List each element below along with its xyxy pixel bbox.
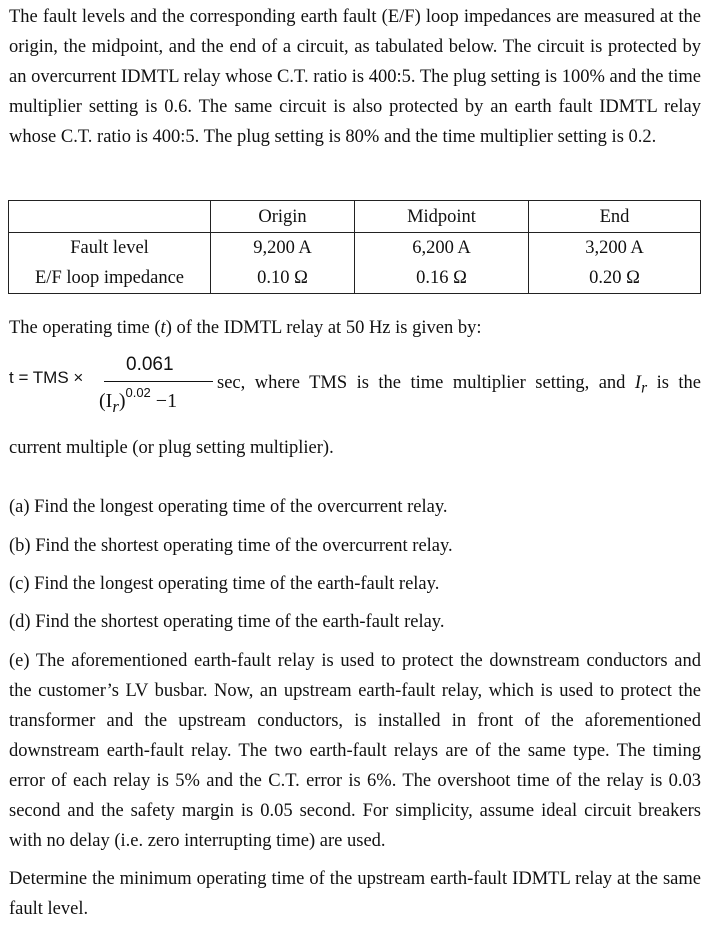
table-cell: 9,200 A [211,233,355,264]
final-question: Determine the minimum operating time of the upstream earth-fault IDMTL relay at the same fault level. [9,869,701,919]
question-a: (a) Find the longest operating time of the overcurrent relay. [9,497,448,517]
table-cell: 0.16 Ω [355,263,529,294]
formula-intro: The operating time (t) of the IDMTL relay at 50 Hz is given by: [9,318,482,338]
formula-continuation: current multiple (or plug setting multiplier). [9,438,334,458]
formula-description: sec, where TMS is the time multiplier setting, and $I_r$ is the [217,373,701,397]
row-label-cell: E/F loop impedance [9,263,211,294]
formula-exponent: 0.02 [125,385,151,400]
formula-numerator: 0.061 [126,354,174,375]
row-label-cell: Fault level [9,233,211,264]
table-cell: 3,200 A [529,233,701,264]
fraction-bar [104,381,213,382]
table-row [9,233,701,264]
table-cell: 0.20 Ω [529,263,701,294]
table-cell: 6,200 A [355,233,529,264]
idmtl-formula [9,350,701,430]
question-d: (d) Find the shortest operating time of the earth-fault relay. [9,612,445,632]
question-e: (e) The aforementioned earth-fault relay is used to protect the downstream conductors and the customer’s LV busbar. Now, an upstream earth-fault relay, which is used to protect the transformer and the upstream conductors, is installed in front of the aforementioned downstream earth-fault relay. The two earth-fault relays are of the same type. The timing error of each relay is 5% and the C.T. error is 6%. The overshoot time of the relay is 0.03 second and the safety margin is 0.05 second. For simplicity, assume ideal circuit breakers with no delay (i.e. zero interrupting time) are used. [9,651,701,851]
table-cell: 0.10 Ω [211,263,355,294]
formula-denominator: $(I_r)^{0.02} -1$ [99,385,178,416]
table-header-cell: Midpoint [355,201,529,233]
variable-t: t [160,318,166,338]
formula-lhs: t = TMS × [9,368,84,387]
table-header-cell [9,201,211,233]
table-row [9,263,701,294]
question-c: (c) Find the longest operating time of the earth-fault relay. [9,574,440,594]
fault-data-table [8,200,701,294]
table-header-cell: Origin [211,201,355,233]
question-b: (b) Find the shortest operating time of the overcurrent relay. [9,536,453,556]
intro-paragraph: The fault levels and the corresponding earth fault (E/F) loop impedances are measured at the origin, the midpoint, and the end of a circuit, as tabulated below. The circuit is protected by an overcurrent IDMTL relay whose C.T. ratio is 400:5. The plug setting is 100% and the time multiplier setting is 0.6. The same circuit is also protected by an earth fault IDMTL relay whose C.T. ratio is 400:5. The plug setting is 80% and the time multiplier setting is 0.2. [9,7,701,147]
table-header-row [9,201,701,233]
table-header-cell: End [529,201,701,233]
